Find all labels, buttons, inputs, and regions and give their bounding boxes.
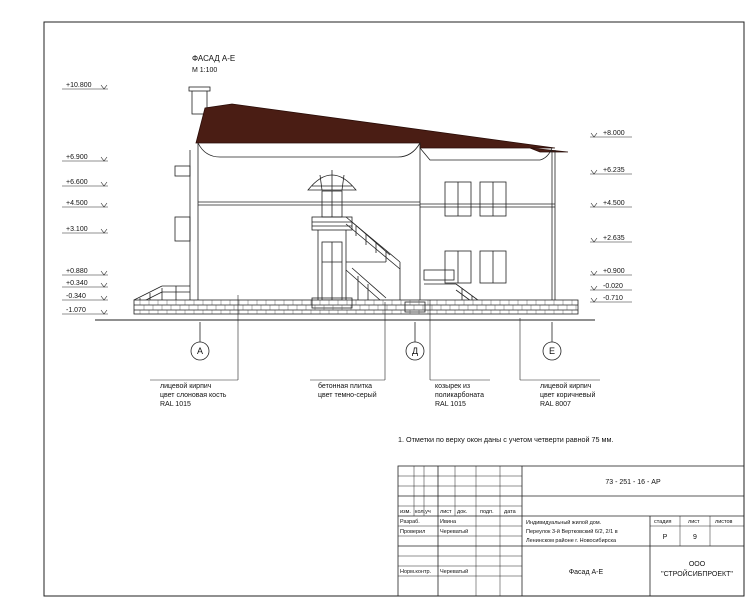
elevation-marks-right: [590, 130, 632, 302]
sheet-label: лист: [688, 519, 700, 525]
elevation-label: +0.340: [66, 280, 88, 287]
callout-3-line1: козырек из: [435, 383, 471, 390]
name-developer: Ивина: [440, 519, 457, 525]
elevation-label: -0.710: [603, 295, 623, 302]
axis-markers: [191, 322, 561, 360]
windows: [445, 182, 506, 283]
elevation-arrow: [101, 283, 107, 287]
col-header-kol: кол.уч: [415, 509, 431, 515]
col-header-dok: док.: [457, 509, 468, 515]
callout-1-line3: RAL 1015: [160, 401, 191, 408]
role-developer: Разраб.: [400, 519, 420, 525]
drawing-scale: М 1:100: [192, 67, 218, 74]
elevation-label: +8.000: [603, 130, 625, 137]
drawing-note: 1. Отметки по верху окон даны с учетом четверти равной 75 мм.: [398, 435, 614, 444]
stage-label: стадия: [654, 519, 672, 525]
org-line-2: "СТРОЙСИБПРОЕКТ": [661, 571, 733, 578]
org-line-1: ООО: [688, 561, 706, 568]
elevation-arrow: [101, 85, 107, 89]
elevation-arrow: [101, 203, 107, 207]
callout-4-line1: лицевой кирпич: [540, 383, 592, 390]
axis-label-d: Д: [411, 346, 419, 356]
project-line-2: Переулок 3-й Вертковский 6/2, 2/1 в: [526, 529, 618, 535]
elevation-arrow: [101, 296, 107, 300]
elevation-label: -0.020: [603, 283, 623, 290]
callout-2-line1: бетонная плитка: [318, 383, 373, 390]
project-line-3: Ленинском районе г. Новосибирска: [526, 538, 617, 544]
elevation-arrow: [591, 238, 597, 242]
elevation-arrow: [591, 298, 597, 302]
title-block-drawing-name: Фасад А-Е: [568, 569, 604, 576]
callout-4-line3: RAL 8007: [540, 401, 571, 408]
elevation-label: +10.800: [66, 82, 92, 89]
document-code: 73 - 251 - 16 - АР: [605, 479, 661, 486]
elevation-label: +3.100: [66, 226, 88, 233]
name-normcontrol: Череватый: [440, 569, 469, 575]
elevation-arrow: [591, 271, 597, 275]
elevation-arrow: [101, 271, 107, 275]
elevation-label: +6.600: [66, 179, 88, 186]
stage-value: Р: [662, 534, 668, 541]
role-checker: Проверил: [400, 529, 426, 535]
role-normcontrol: Норм.контр.: [400, 569, 432, 575]
elevation-label: +4.500: [66, 200, 88, 207]
elevation-label: +2.635: [603, 235, 625, 242]
axis-label-e: Е: [548, 346, 556, 356]
elevation-label: -1.070: [66, 307, 86, 314]
callout-2-line2: цвет темно-серый: [318, 392, 377, 399]
callout-3-line2: поликарбоната: [435, 392, 485, 399]
elevation-label: +6.900: [66, 154, 88, 161]
elevation-label: +4.500: [603, 200, 625, 207]
elevation-marks-left: [62, 82, 108, 314]
elevation-label: +0.900: [603, 268, 625, 275]
sheet-value: 9: [693, 534, 697, 541]
callout-1-line1: лицевой кирпич: [160, 383, 212, 390]
facade-drawing: [95, 87, 595, 320]
elevation-arrow: [591, 286, 597, 290]
name-checker: Череватый: [440, 529, 469, 535]
elevation-arrow: [101, 310, 107, 314]
elevation-arrow: [591, 170, 597, 174]
col-header-data: дата: [504, 509, 516, 515]
elevation-label: +6.235: [603, 167, 625, 174]
elevation-label: -0.340: [66, 293, 86, 300]
col-header-podp: подп.: [480, 509, 494, 515]
roof: [196, 104, 555, 148]
sheets-label: листов: [715, 519, 733, 525]
right-wing-wall: [420, 148, 552, 160]
callout-1-line2: цвет слоновая кость: [160, 392, 227, 399]
entrance-stair: [346, 217, 400, 300]
callout-3-line3: RAL 1015: [435, 401, 466, 408]
left-wing-wall: [198, 143, 420, 157]
elevation-arrow: [591, 203, 597, 207]
elevation-arrow: [591, 133, 597, 137]
project-line-1: Индивидуальный жилой дом.: [526, 520, 602, 526]
elevation-arrow: [101, 229, 107, 233]
callout-4-line2: цвет коричневый: [540, 392, 596, 399]
elevation-label: +0.880: [66, 268, 88, 275]
elevation-arrow: [101, 182, 107, 186]
drawing-title: ФАСАД А-Е: [192, 54, 236, 63]
col-header-list: лист: [440, 509, 452, 515]
elevation-arrow: [101, 157, 107, 161]
col-header-izm: изм.: [400, 509, 411, 515]
axis-label-a: А: [196, 346, 204, 356]
